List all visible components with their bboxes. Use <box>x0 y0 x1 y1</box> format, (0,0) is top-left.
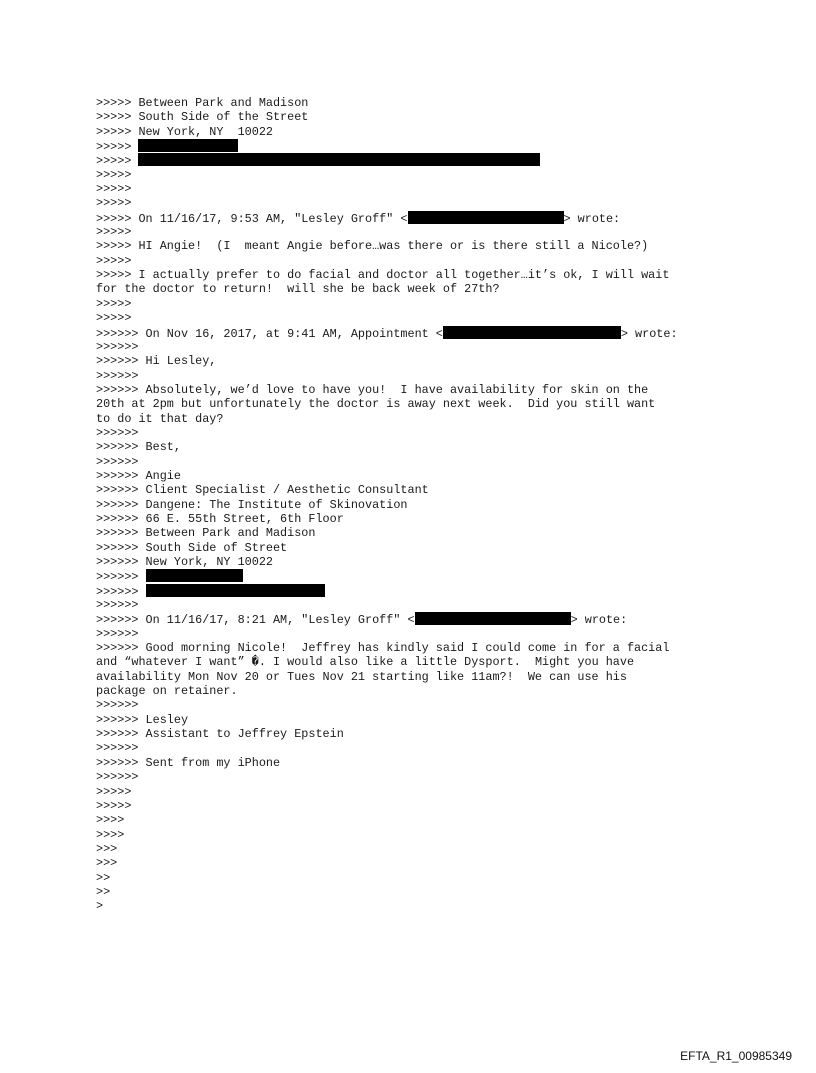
text-line: >> <box>96 870 111 885</box>
document-id: EFTA_R1_00985349 <box>680 1049 792 1063</box>
text-line: >>>>> <box>96 182 132 197</box>
redaction-block <box>138 139 238 152</box>
text-line: >>>>>> <box>96 339 139 354</box>
redaction-block <box>146 569 243 582</box>
text-line: >>>>> South Side of the Street <box>96 110 309 125</box>
text-line <box>96 326 736 340</box>
text-line: >>>>>> <box>96 741 139 756</box>
text-line: >>>>> Between Park and Madison <box>96 96 309 110</box>
text-line <box>96 584 736 598</box>
text-line: >>>>>> Absolutely, we’d love to have you! I have availability for skin on the <box>96 382 649 397</box>
text-line: >> <box>96 884 111 899</box>
text-line: >>>>>> Dangene: The Institute of Skinovation <box>96 497 408 512</box>
text-line: >>>>>> Lesley <box>96 712 189 727</box>
text-line: >>>>> <box>96 196 132 211</box>
redaction-block <box>146 584 325 597</box>
text-line: >>>>>> <box>96 368 139 383</box>
line-text: >>>>>> On 11/16/17, 8:21 AM, "Lesley Groff" < <box>96 613 415 628</box>
text-line: >>>>> <box>96 784 132 799</box>
text-line: >>>>>> <box>96 698 139 713</box>
text-line: >>>>>> Best, <box>96 440 181 455</box>
text-line: >>>>>> Hi Lesley, <box>96 354 217 369</box>
line-text: > wrote: <box>570 613 628 628</box>
text-line <box>96 612 736 626</box>
redaction-block <box>443 326 621 339</box>
line-prefix: >>>>>> <box>96 570 146 585</box>
text-line: >>>>>> Good morning Nicole! Jeffrey has kindly said I could come in for a facial <box>96 641 670 656</box>
text-line: >>>>> <box>96 253 132 268</box>
text-line: >>>> <box>96 827 125 842</box>
text-line: for the doctor to return! will she be back week of 27th? <box>96 282 500 297</box>
text-line: >>>>>> Angie <box>96 468 181 483</box>
text-line: availability Mon Nov 20 or Tues Nov 21 starting like 11am?! We can use his <box>96 669 627 684</box>
text-line: >>>>>> <box>96 626 139 641</box>
text-line: >>>>>> <box>96 425 139 440</box>
text-line: >>> <box>96 841 118 856</box>
text-line: >>>>> <box>96 311 132 326</box>
text-line: >>>>> New York, NY 10022 <box>96 124 273 139</box>
text-line: package on retainer. <box>96 684 238 699</box>
text-line: >>>> <box>96 813 125 828</box>
redaction-block <box>415 612 571 625</box>
text-line: >>>>> <box>96 167 132 182</box>
text-line <box>96 569 736 583</box>
text-line: > <box>96 899 104 914</box>
text-line: >>>>>> <box>96 598 139 613</box>
text-line: >>>>>> <box>96 454 139 469</box>
text-line: >>>>> HI Angie! (I meant Angie before…was there or is there still a Nicole?) <box>96 239 649 254</box>
text-line <box>96 139 736 153</box>
text-line: >>>>>> Client Specialist / Aesthetic Consultant <box>96 483 429 498</box>
line-text: > wrote: <box>620 326 678 341</box>
text-line <box>96 211 736 225</box>
line-prefix: >>>>> <box>96 154 139 169</box>
line-prefix: >>>>>> <box>96 584 146 599</box>
text-line: 20th at 2pm but unfortunately the doctor is away next week. Did you still want <box>96 397 656 412</box>
text-line: to do it that day? <box>96 411 224 426</box>
line-prefix: >>>>> <box>96 140 139 155</box>
line-text: >>>>> On 11/16/17, 9:53 AM, "Lesley Groff" < <box>96 211 408 226</box>
text-line: >>>>>> Sent from my iPhone <box>96 755 281 770</box>
text-line: >>>>> I actually prefer to do facial and doctor all together…it’s ok, I will wait <box>96 268 670 283</box>
redaction-block <box>408 211 564 224</box>
text-line: >>>>> <box>96 225 132 240</box>
text-line: >>>>>> Between Park and Madison <box>96 526 316 541</box>
text-line: >>>>>> New York, NY 10022 <box>96 555 273 569</box>
email-body <box>96 96 736 914</box>
text-line: >>>>>> Assistant to Jeffrey Epstein <box>96 727 344 742</box>
text-line <box>96 153 736 167</box>
text-line: >>>>>> 66 E. 55th Street, 6th Floor <box>96 511 344 526</box>
text-line: >>>>>> <box>96 770 139 785</box>
text-line: >>>>>> South Side of Street <box>96 540 288 555</box>
text-line: >>> <box>96 856 118 871</box>
text-line: >>>>> <box>96 798 132 813</box>
text-line: and “whatever I want” �. I would also like a little Dysport. Might you have <box>96 655 635 670</box>
text-line: >>>>> <box>96 296 132 311</box>
line-text: > wrote: <box>563 211 621 226</box>
redaction-block <box>138 153 540 166</box>
line-text: >>>>>> On Nov 16, 2017, at 9:41 AM, Appointment < <box>96 326 443 341</box>
